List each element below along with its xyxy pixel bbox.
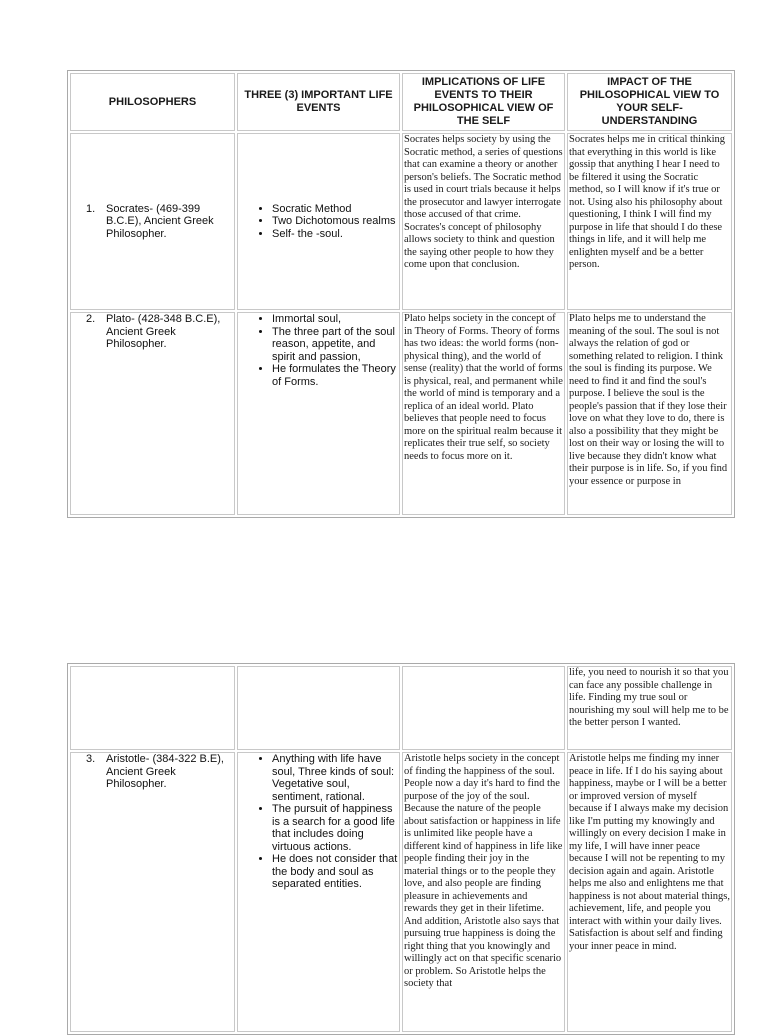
philosopher-name: Socrates- (469-399 B.C.E), Ancient Greek Philosopher. [106,202,214,240]
table-row-plato [70,312,732,515]
implications-cell: Plato helps society in the concept of in Theory of Forms. Theory of forms has two ideas: the world forms (non-physical thing), and the world of sense (reality) that the world of forms is physical, real, and permanent while the world of mind is temporary and a replica of an ideal world. Plato believes that people need to focus more on the spiritual realm because it replicates their true self, so society needs to focus more on it. [402,312,565,515]
impact-cell: Socrates helps me in critical thinking that everything in this world is like gossip that anything I hear I need to be filtered it using the Socratic method, so I will know if it's true or not. Using also his philosophy about questioning, I think I will find my purpose in life that should I do these things in life, and it will help me enlighten myself and be a better person. [567,133,732,310]
list-item: • Self- the -soul. [272,228,398,241]
life-events-cell [237,133,400,310]
list-item: • The pursuit of happiness is a search for a good life that includes doing virtuous actions. [272,803,398,853]
philosopher-cell [70,752,235,1032]
impact-cell: Plato helps me to understand the meaning of the soul. The soul is not always the relation of god or something related to religion. I think the soul is finding its purpose. We need to find it and find the soul's purpose. I believe the soul is the people's passion that if they lose their love on what they love to do, there is also a possibility that they might be lost on their way or losing the will to live because they didn't know what their purpose is in life. So, if you find your essence or purpose in [567,312,732,515]
philosophers-table-page-1 [67,70,735,518]
implications-cell: Aristotle helps society in the concept of finding the happiness of the soul. People now a day it's hard to find the purpose of the joy of the soul. Because the nature of the people about satisfaction or happiness in life is unlimited like people have a different kind of happiness in life like people finding their joy in the material things or to the people they love, and also people are finding pleasure in achievements and rewards they get in their lifetime. And addition, Aristotle also says that pursuing true happiness is doing the right thing that you knowingly and willingly act on that specific scenario or problem. So Aristotle helps the society that [402,752,565,1032]
list-item: • He does not consider that the body and soul as separated entities. [272,853,398,891]
list-item: • Anything with life have soul, Three kinds of soul: Vegetative soul, sentiment, rational. [272,753,398,803]
header-implications: IMPLICATIONS OF LIFE EVENTS TO THEIR PHILOSOPHICAL VIEW OF THE SELF [402,73,565,131]
list-item: • Immortal soul, [272,313,398,326]
list-item: • He formulates the Theory of Forms. [272,363,398,388]
life-events-cell [237,752,400,1032]
empty-cell [70,666,235,750]
list-item: • Two Dichotomous realms [272,215,398,228]
implications-cell: Socrates helps society by using the Socratic method, a series of questions that can examine a theory or another person's beliefs. The Socratic method is used in court trials because it helps the prosecutor and lawyer interrogate those accused of that crime. Socrates's concept of philosophy allows society to think and question the saying other people to how they come upon that conclusion. [402,133,565,310]
philosopher-name: Aristotle- (384-322 B.E), Ancient Greek Philosopher. [106,753,224,790]
philosopher-cell [70,312,235,515]
life-events-list [239,313,398,388]
life-events-list [239,753,398,891]
header-row [70,73,732,131]
life-events-cell [237,312,400,515]
header-philosophers: PHILOSOPHERS [70,73,235,131]
table-row-aristotle [70,752,732,1032]
empty-cell [402,666,565,750]
impact-cell: Aristotle helps me finding my inner peace in life. If I do his saying about happiness, maybe or I will be a better or improved version of myself because if I always make my decision like I'm putting my knowingly and willingly on every decision I make in my life, I will have inner peace because I will not be repenting to my decision again and again. Aristotle helps me also and enlightens me that happiness is not about material things, achievement, life, and people you interact with within your daily lives. Satisfaction is about self and finding your inner peace in mind. [567,752,732,1032]
impact-continuation-cell: life, you need to nourish it so that you can face any possible challenge in life. Finding my true soul or nourishing my soul will help me to be the better person I wanted. [567,666,732,750]
header-impact: IMPACT OF THE PHILOSOPHICAL VIEW TO YOUR SELF-UNDERSTANDING [567,73,732,131]
row-number: 3. [86,753,96,765]
continuation-row [70,666,732,750]
life-events-list [239,203,398,241]
empty-cell [237,666,400,750]
row-number: 1. [86,202,96,215]
header-life-events: THREE (3) IMPORTANT LIFE EVENTS [237,73,400,131]
philosopher-cell [70,133,235,310]
philosopher-name: Plato- (428-348 B.C.E), Ancient Greek Philosopher. [106,313,221,350]
list-item: • Socratic Method [272,203,398,216]
row-number: 2. [86,313,96,325]
philosophers-table-page-2 [67,663,735,1035]
list-item: • The three part of the soul reason, appetite, and spirit and passion, [272,326,398,364]
table-row-socrates [70,133,732,310]
